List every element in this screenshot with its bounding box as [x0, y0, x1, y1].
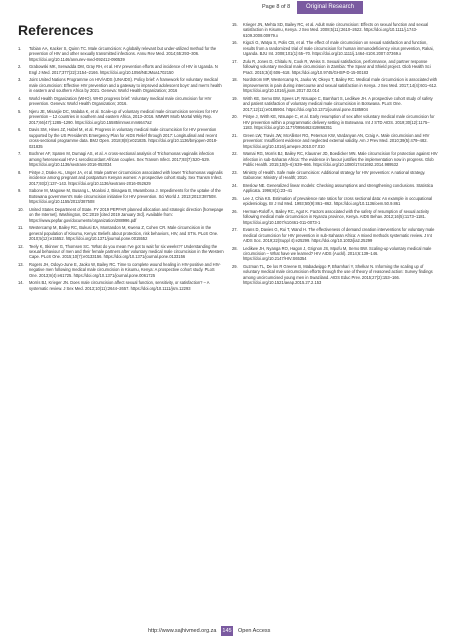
reference-text: Lee J, Chia KS. Estimation of prevalence rate ratios for cross sectional data: An example in occupational epidemiology. Br J Ind Med. 1993;50(9):861–862. https://doi.org/10.1136/oem.50.9.861: [243, 195, 433, 207]
reference-item: [18, 225, 224, 241]
reference-text: Grabowski MK, Serwadda DM, Gray RH, et al. HIV prevention efforts and incidence of HIV in Uganda. N Engl J Med. 2017;377(22):2154–2166. https://doi.org/10.1056/NEJMoa1702150: [29, 64, 218, 75]
reference-item: [232, 59, 438, 75]
reference-number: 20.: [232, 114, 238, 120]
reference-text: Krieger JN, Mehta SD, Bailey RC, et al. Adult male circumcision: Effects on sexual function and sexual satisfaction in Kisumu, Kenya. J Sex Med. 2008;5(11):2610–2622. https://doi.org/10.1111/j.1743-6109.2008.00979.x: [243, 22, 429, 38]
reference-text: Herman-Roloff A, Bailey RC, Agot K. Factors associated with the safety of resumption of sexual activity following medical male circumcision in Nyanza province, Kenya. AIDS Behav. 2012;16(5):1173–1181. https://doi.org/10.1007/s10461-011-0073-1: [243, 208, 430, 225]
reference-item: [232, 114, 438, 130]
reference-item: [232, 151, 438, 167]
reference-number: 18.: [232, 77, 238, 83]
reference-text: Ministry of Health. Safe male circumcision: Additional strategy for HIV prevention: A national strategy. Gaborone: Ministry of Health; 2010.: [243, 169, 426, 181]
reference-item: [18, 151, 224, 167]
reference-number: 28.: [232, 245, 238, 251]
reference-item: [232, 40, 438, 56]
reference-item: [232, 196, 438, 207]
reference-number: 17.: [232, 58, 238, 64]
reference-item: [232, 77, 438, 93]
reference-number: 25.: [232, 195, 238, 201]
reference-number: 13.: [18, 261, 24, 267]
journal-url[interactable]: http://www.sajhivmed.org.za: [148, 628, 217, 634]
reference-item: [18, 188, 224, 204]
reference-list-left: [18, 46, 224, 291]
reference-item: [232, 170, 438, 181]
reference-text: Morris BJ, Krieger JN. Does male circumcision affect sexual function, sensitivity, or satisfaction? – A systematic review. J Sex Med. 2013;10(11):2644–2657. https://doi.org/10.1111/jsm.12293: [29, 280, 210, 291]
reference-text: Njeru JE, Misasjie DC, Malaba K, et al. Scale-up of voluntary medical male circumcision services for HIV prevention – 12 countries in southern and eastern Africa, 2013–2016. MMWR Morb Mortal Wkly Rep. 2017;66(47):1285–1290. https://doi.org/10.15585/mmwr.mm6647a2: [29, 108, 219, 125]
reference-item: [232, 133, 438, 149]
reference-item: [232, 209, 438, 225]
reference-number: 9.: [18, 188, 22, 194]
reference-item: [232, 264, 438, 286]
reference-number: 4.: [18, 95, 22, 101]
reference-number: 14.: [18, 280, 24, 286]
reference-number: 15.: [232, 22, 238, 27]
reference-item: [232, 96, 438, 112]
reference-text: Teely K, Skinner G, Thomsen SC. 'What do you mean I've got to wait for six weeks?!' Understanding the sexual behaviour of men and their female partners after voluntary medical male circumcision in the Western Cape. PLoS One. 2015;10(7):e0133156. https://doi.org/10.1371/journal.pone.0133156: [29, 243, 224, 260]
reference-item: [232, 246, 438, 262]
reference-number: 10.: [18, 206, 24, 212]
reference-number: 1.: [18, 46, 22, 51]
reference-item: [232, 227, 438, 243]
reference-text: Davis SM, Hines JZ, Habel M, et al. Progress in voluntary medical male circumcision for HIV prevention supported by the US President's Emergency Plan for AIDS Relief through 2017: Longitudinal and recent cross-sectional programme data. BMJ Open. 2018;8(8):e021835. https://doi.org/10.1136/bmjopen-2018-021835: [29, 127, 218, 149]
reference-text: Pintye J, Drake AL, Unger JA, et al. Male partner circumcision associated with lower Trichomonas vaginalis incidence among pregnant and postpartum Kenyan women: A prospective cohort study. Sex Transm Infect. 2017;93(2):137–143. https://doi.org/10.1136/sextrans-2016-052629: [29, 169, 223, 186]
reference-item: [232, 22, 438, 38]
reference-item: [18, 170, 224, 186]
reference-number: 26.: [232, 208, 238, 214]
reference-item: [18, 96, 224, 107]
reference-text: Wamai RG, Morris BJ, Bailey RC, Klausner JD, Boedicker MN. Male circumcision for protection against HIV infection in sub-Saharan Africa: The evidence in favour justifies the implementation now in progress. Glob Public Health. 2015;10(5–6):639–666. https://doi.org/10.1080/17441692.2014.989532: [243, 151, 438, 168]
open-access-label: Open Access: [238, 628, 271, 634]
section-tag: Original Research: [297, 1, 363, 14]
reference-text: Zulu R, Jones D, Chitalu N, Cook R, Weiss S. Sexual satisfaction, performance, and partner response following voluntary medical male circumcision in Zambia: The Spear and Shield project. Glob Health Sci Pract. 2015;3(4):606–618. https://doi.org/10.9745/GHSP-D-15-00183: [243, 58, 431, 75]
reference-item: [18, 207, 224, 223]
right-column: [232, 22, 438, 288]
reference-text: Bochner AF, Spaten M, Dumagi AS, et al. A cross-sectional analysis of Trichomonas vaginalis infection among heterosexual HIV-1 serodiscordant African couples. Sex Transm Infect. 2017;93(7):520–529. https://doi.org/10.1136/sextrans-2016-053034: [29, 151, 214, 168]
reference-number: 21.: [232, 132, 238, 138]
reference-number: 29.: [232, 263, 238, 269]
reference-text: Joint United Nations Programme on HIV/AIDS (UNAIDS). Policy brief: A framework for voluntary medical male circumcision: Effective HIV prevention and a gateway to improved adolescent boys' and men's health in eastern and southern Africa by 2021. Geneva: World Health Organization; 2016: [29, 77, 222, 94]
reference-item: [18, 127, 224, 149]
reference-number: 7.: [18, 151, 22, 157]
reference-text: Rogers JH, Odoyo-June E, Jaoko W, Bailey RC. Time to complete wound healing in HIV-positive and HIV-negative men following medical male circumcision in Kisumu, Kenya: A prospective cohort study. PLoS One. 2013;8(4):e61725. https://doi.org/10.1371/journal.pone.0061725: [29, 261, 221, 278]
reference-text: Nordstrom MP, Westercamp N, Jaoko W, Okeyo T, Bailey RC. Medical male circumcision is associated with improvements in pain during intercourse and sexual satisfaction in Kenya. J Sex Med. 2017;14(4):601–612. https://doi.org/10.1016/j.jsxm.2017.02.014: [243, 77, 438, 94]
reference-item: [18, 262, 224, 278]
page-label: Page 8 of 8: [262, 4, 291, 10]
reference-item: [18, 77, 224, 93]
reference-number: 27.: [232, 227, 238, 233]
reference-list-right: [232, 22, 438, 286]
reference-number: 2.: [18, 64, 22, 70]
reference-number: 8.: [18, 169, 22, 175]
reference-text: Pintye J, Wirth KE, Ntsuape C, et al. Early resumption of sex after voluntary medical male circumcision for HIV prevention within a programmatic delivery setting in Botswana. Int J STD AIDS. 2019;30(12):1175–1183. https://doi.org/10.1177/0956462419866351: [243, 114, 435, 131]
reference-number: 3.: [18, 77, 22, 83]
reference-text: Guzman TL, De los R Greene B, Mabadwipgo P, Bhamhari Y, Shelkar N. Informing the scaling up of voluntary medical male circumcision efforts through the use of theory of reasoned action: Survey findings among uncircumcised young men in Swaziland. AIDS Educ Prev. 2015;27(2):153–166. https://doi.org/10.1521/aeap.2015.27.2.153: [243, 263, 433, 286]
reference-number: 22.: [232, 151, 238, 157]
reference-item: [18, 46, 224, 62]
reference-text: World Health Organization (WHO). WHO progress brief: Voluntary medical male circumcision for HIV prevention. Geneva: World Health Organization; 2016.: [29, 95, 212, 107]
reference-text: Ledikwe JH, Nyanga RO, Hagon J, Grignon JS, Mpofu M, Semo BW. Scaling-up voluntary medical male circumcision – What have we learned? HIV AIDS (Auckl). 2014;6:139–146. https://doi.org/10.2147/HIV.S65354: [243, 245, 432, 262]
page-header: [0, 0, 453, 16]
reference-text: Breslow NE. Generalized linear models: Checking assumptions and strengthening conclusions. Statistica Applicata. 1996;8(1):23–41: [243, 182, 434, 194]
reference-item: [18, 109, 224, 125]
reference-number: 23.: [232, 169, 238, 175]
reference-item: [18, 64, 224, 75]
reference-text: Green LW, Travis JW, McAllister RG, Peterson KW, Vardanyan AN, Craig A. Male circumcision and HIV prevention: Insufficient evidence and neglected external validity. Am J Prev Med. 2010;39(5):479–482. https://doi.org/10.1016/j.amepre.2010.07.010: [243, 132, 430, 149]
reference-text: United States Department of State. FY 2019 PEPFAR planned allocation and strategic direction [homepage on the Internet]. Washington, DC:2019 [cited 2019 January 3rd]. Available from: https://www.pepfar.gov/documents/organization/288996.pdf: [29, 206, 224, 223]
reference-number: 6.: [18, 127, 22, 133]
reference-number: 5.: [18, 108, 22, 114]
reference-number: 12.: [18, 243, 24, 249]
reference-item: [18, 244, 224, 260]
reference-text: Tobian AA, Kacker S, Quinn TC. Male circumcision: A globally relevant but under-utilized method for the prevention of HIV and other sexually transmitted infections. Annu Rev Med. 2014;65:293–306. https://doi.org/10.1146/annurev-med-092412-090539: [29, 46, 217, 62]
reference-number: 16.: [232, 40, 238, 46]
reference-text: Sabone M, Magowe M, Busang L, Moalosi J, Binagwa B, Mwambona J. Impediments for the uptake of the Botswana government's male circumcision initiative for HIV prevention. Sci World J. 2013;2013:387508. https://doi.org/10.1155/2013/387508: [29, 188, 221, 205]
reference-item: [18, 280, 224, 291]
reference-text: Kigozi G, Watya S, Polis CB, et al. The effect of male circumcision on sexual satisfaction and function, results from a randomized trial of male circumcision for human immunodeficiency virus prevention, Rakai, Uganda. BJU Int. 2008;101(1):65–70. https://doi.org/10.1111/j.1464-410X.2007.07369.x: [243, 40, 434, 57]
references-heading: References: [18, 22, 94, 38]
reference-number: 19.: [232, 95, 238, 101]
reference-number: 11.: [18, 225, 24, 231]
reference-number: 24.: [232, 182, 238, 188]
page-footer: [0, 626, 453, 638]
footer-page-number: 145: [222, 628, 232, 634]
reference-text: Westercamp M, Bailey RC, Bukusi EA, Montandon M, Kwena Z, Cohen CR. Male circumcision in the general population of Kisumu, Kenya: Beliefs about protection, risk behaviors, HIV, and STIs. PLoS One. 2010;5(12):e15552. https://doi.org/10.1371/journal.pone.0015552: [29, 225, 219, 241]
reference-text: Evans D, Davies G, Rui T, Wand H. The effectiveness of demand creation interventions for voluntary male medical circumcision for HIV prevention in sub-Saharan Africa: A mixed methods systematic review. J Int AIDS Soc. 2019;22(Suppl 4):e25299. https://doi.org/10.1002/jia2.25299: [243, 227, 435, 243]
reference-item: [232, 183, 438, 194]
reference-text: Wirth KE, Semo BW, Spees LP, Ntsuape C, Barnhart S, Ledikwe JH. A prospective cohort study of safety and patient satisfaction of voluntary medical male circumcision in Botswana. PLoS One. 2017;12(11):e0185904. https://doi.org/10.1371/journal.pone.0185904: [243, 95, 433, 112]
left-column: [18, 22, 224, 293]
